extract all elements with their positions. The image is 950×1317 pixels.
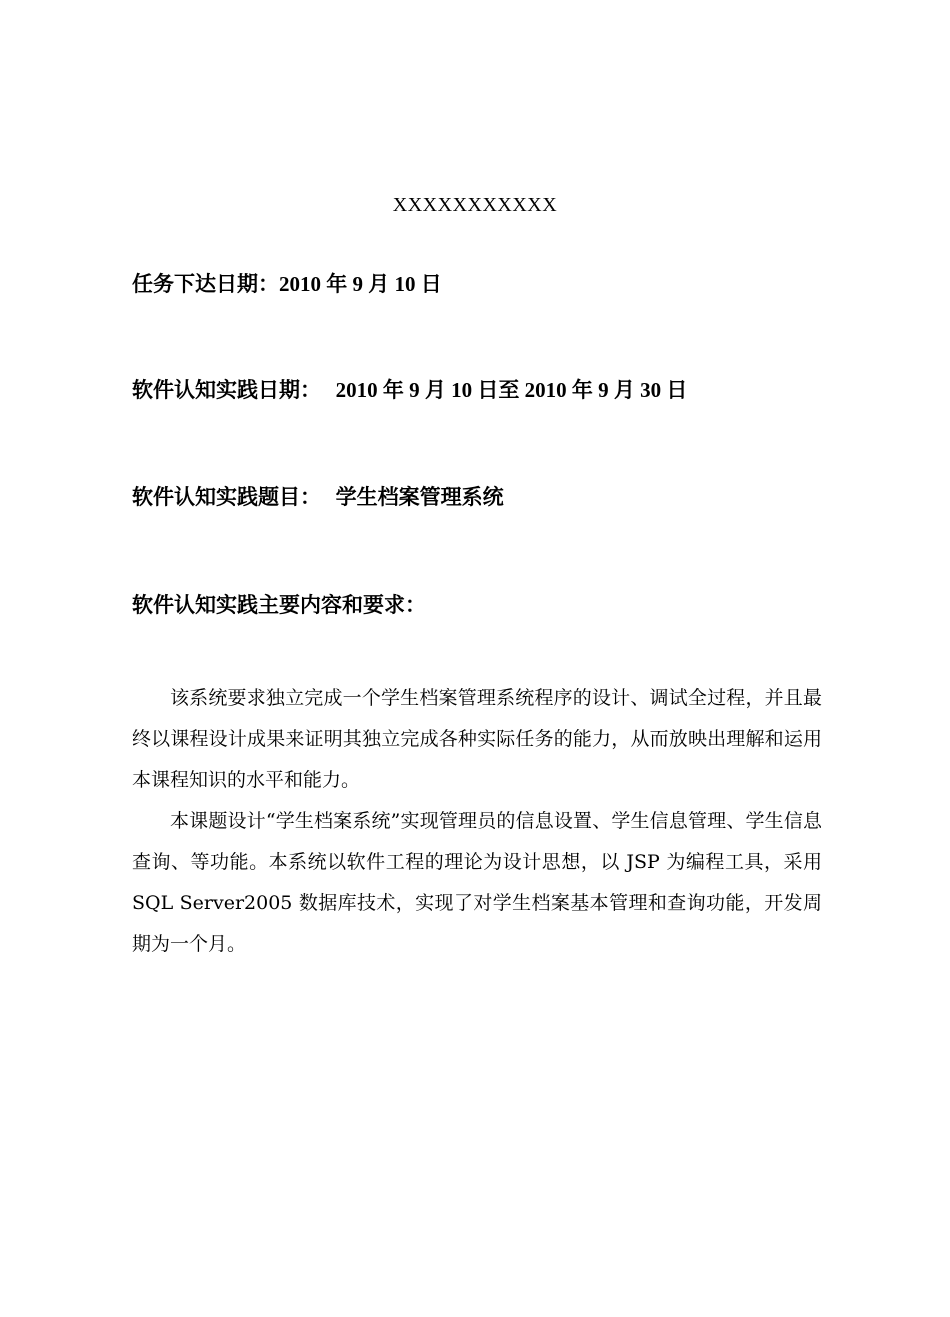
practice-date-value: 2010 年 9 月 10 日至 2010 年 9 月 30 日 [335,378,688,402]
content-heading-label: 软件认知实践主要内容和要求： [132,592,426,617]
practice-topic-value: 学生档案管理系统 [335,484,504,509]
content-paragraph-2: 本课题设计“学生档案系统”实现管理员的信息设置、学生信息管理、学生信息查询、等功能。本系统以软件工程的理论为设计思想，以 JSP 为编程工具，采用 SQL Server2005 数据库技术，实现了对学生档案基本管理和查询功能，开发周期为一个月。 [132,810,822,955]
practice-topic-line [132,481,504,511]
organization-name: XXXXXXXXXXX [392,194,558,216]
content-heading [132,589,426,619]
task-date-label: 任务下达日期： [132,271,279,296]
content-body [132,678,822,965]
practice-topic-label: 软件认知实践题目： [132,484,321,509]
content-paragraph-1: 该系统要求独立完成一个学生档案管理系统程序的设计、调试全过程，并且最终以课程设计成果来证明其独立完成各种实际任务的能力，从而放映出理解和运用本课程知识的水平和能力。 [132,687,822,791]
task-date-line [132,268,442,298]
task-date-value: 2010 年 9 月 10 日 [279,272,442,296]
practice-date-label: 软件认知实践日期： [132,377,321,402]
practice-date-line [132,374,687,404]
